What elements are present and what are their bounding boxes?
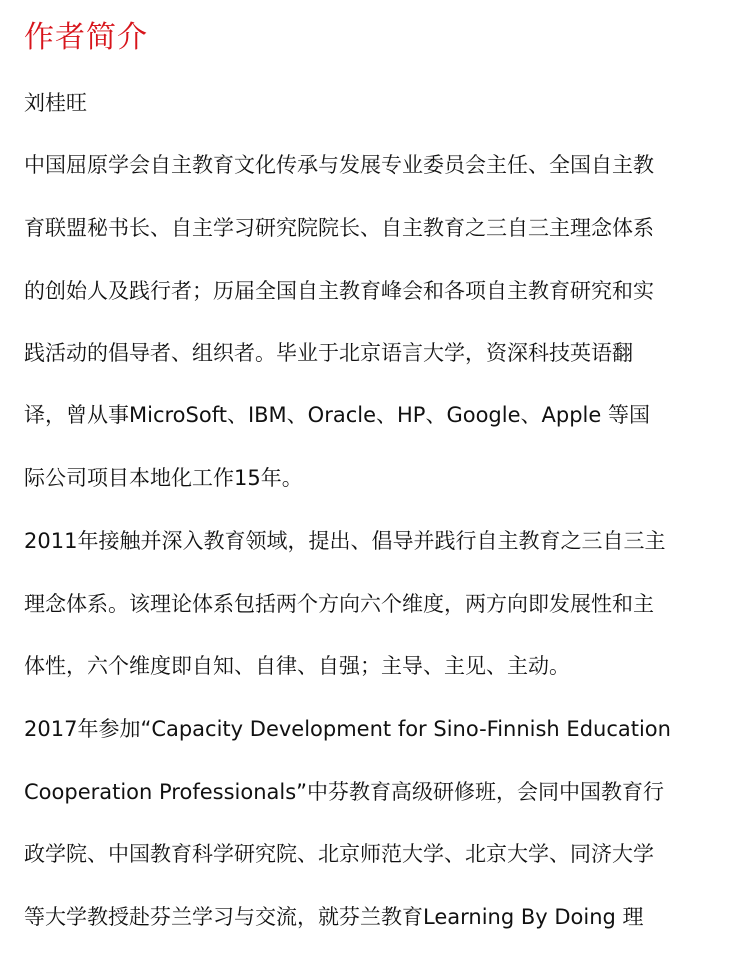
- bio-line-7: 2011年接触并深入教育领域，提出、倡导并践行自主教育之三自三主: [24, 529, 666, 553]
- bio-line-3: 的创始人及践行者；历届全国自主教育峰会和各项自主教育研究和实: [24, 279, 654, 303]
- bio-line-13: 等大学教授赴芬兰学习与交流，就芬兰教育Learning By Doing 理: [24, 905, 644, 929]
- bio-line-10: 2017年参加“Capacity Development for Sino-Finnish Education: [24, 717, 671, 741]
- bio-line-5: 译，曾从事MicroSoft、IBM、Oracle、HP、Google、Apple 等国: [24, 403, 650, 427]
- page-title: 作者简介: [24, 20, 148, 55]
- bio-line-9: 体性，六个维度即自知、自律、自强；主导、主见、主动。: [24, 654, 570, 678]
- author-name: 刘桂旺: [24, 91, 87, 115]
- bio-line-2: 育联盟秘书长、自主学习研究院院长、自主教育之三自三主理念体系: [24, 216, 654, 240]
- bio-line-8: 理念体系。该理论体系包括两个方向六个维度，两方向即发展性和主: [24, 592, 654, 616]
- bio-line-6: 际公司项目本地化工作15年。: [24, 466, 303, 490]
- bio-line-1: 中国屈原学会自主教育文化传承与发展专业委员会主任、全国自主教: [24, 153, 654, 177]
- bio-line-12: 政学院、中国教育科学研究院、北京师范大学、北京大学、同济大学: [24, 842, 654, 866]
- bio-line-11: Cooperation Professionals”中芬教育高级研修班，会同中国教育行: [24, 780, 665, 804]
- bio-line-4: 践活动的倡导者、组织者。毕业于北京语言大学，资深科技英语翻: [24, 341, 633, 365]
